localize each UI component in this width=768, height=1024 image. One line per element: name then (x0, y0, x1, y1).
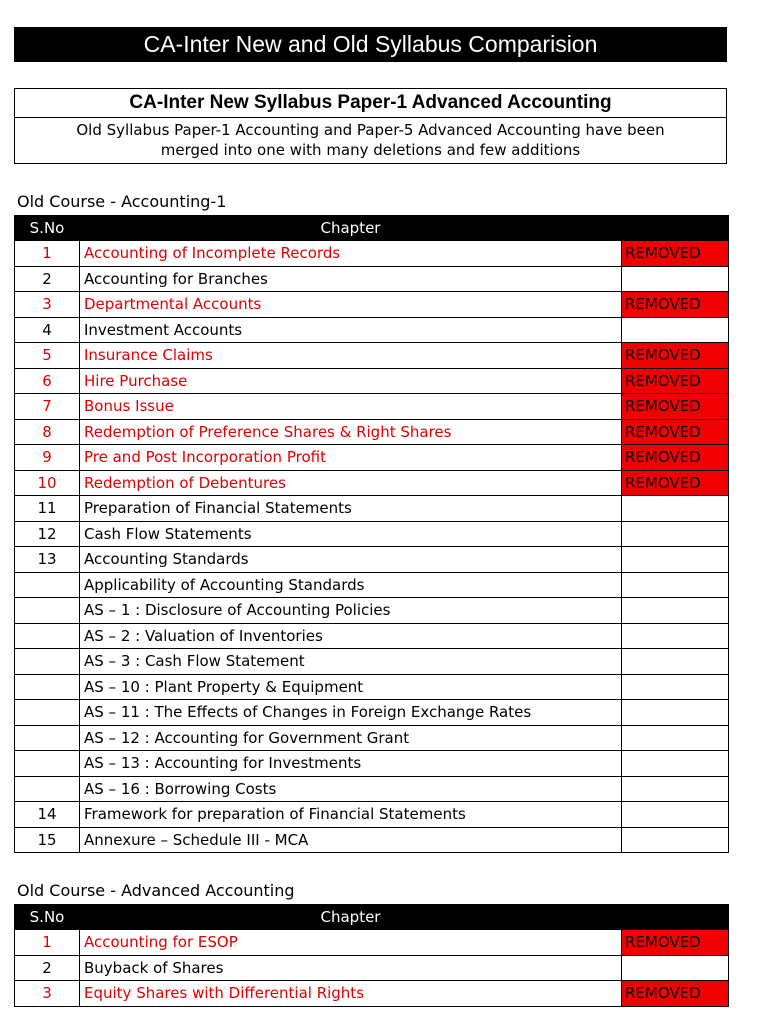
row-status (622, 496, 729, 522)
table-row (15, 827, 729, 853)
row-sno (15, 572, 80, 598)
row-chapter: Accounting of Incomplete Records (80, 241, 622, 267)
table-row (15, 317, 729, 343)
page-title: CA-Inter New and Old Syllabus Comparision (14, 27, 727, 62)
row-sno (15, 725, 80, 751)
table-row (15, 598, 729, 624)
row-chapter: AS – 12 : Accounting for Government Grant (80, 725, 622, 751)
row-sno: 1 (15, 930, 80, 956)
row-chapter: Bonus Issue (80, 394, 622, 420)
section-label-advanced-accounting: Old Course - Advanced Accounting (17, 881, 295, 900)
row-status (622, 547, 729, 573)
column-header-status (622, 905, 729, 930)
row-sno: 4 (15, 317, 80, 343)
row-sno: 14 (15, 802, 80, 828)
merge-description (15, 118, 726, 160)
row-sno: 11 (15, 496, 80, 522)
row-chapter: Accounting for Branches (80, 266, 622, 292)
row-status: REMOVED (622, 445, 729, 471)
row-chapter: AS – 3 : Cash Flow Statement (80, 649, 622, 675)
column-header-chapter: Chapter (80, 216, 622, 241)
row-chapter: Annexure – Schedule III - MCA (80, 827, 622, 853)
row-sno (15, 674, 80, 700)
table-row (15, 623, 729, 649)
row-sno: 5 (15, 343, 80, 369)
row-chapter: AS – 10 : Plant Property & Equipment (80, 674, 622, 700)
row-chapter: Pre and Post Incorporation Profit (80, 445, 622, 471)
paper-heading: CA-Inter New Syllabus Paper-1 Advanced Accounting (15, 89, 726, 118)
table-row (15, 292, 729, 318)
table-row (15, 981, 729, 1007)
row-status: REMOVED (622, 241, 729, 267)
table-header-row (15, 216, 729, 241)
row-chapter: Departmental Accounts (80, 292, 622, 318)
row-status: REMOVED (622, 292, 729, 318)
chapters-table-accounting-1 (14, 215, 729, 853)
row-sno: 6 (15, 368, 80, 394)
row-status (622, 623, 729, 649)
row-chapter: Buyback of Shares (80, 955, 622, 981)
row-status (622, 674, 729, 700)
table-row (15, 419, 729, 445)
table-row (15, 266, 729, 292)
row-chapter: Accounting for ESOP (80, 930, 622, 956)
row-chapter: AS – 16 : Borrowing Costs (80, 776, 622, 802)
table-row (15, 725, 729, 751)
row-chapter: Preparation of Financial Statements (80, 496, 622, 522)
table-row (15, 674, 729, 700)
table-row (15, 930, 729, 956)
table-row (15, 343, 729, 369)
chapters-table-advanced-accounting (14, 904, 729, 1007)
row-status (622, 598, 729, 624)
row-status (622, 776, 729, 802)
row-sno: 2 (15, 266, 80, 292)
row-sno (15, 700, 80, 726)
table-row (15, 368, 729, 394)
table-row (15, 649, 729, 675)
column-header-status (622, 216, 729, 241)
row-status: REMOVED (622, 368, 729, 394)
table-row (15, 470, 729, 496)
row-chapter: Investment Accounts (80, 317, 622, 343)
section-label-accounting-1: Old Course - Accounting-1 (17, 192, 227, 211)
description-line-1: Old Syllabus Paper-1 Accounting and Paper-5 Advanced Accounting have been (76, 121, 665, 139)
table-row (15, 802, 729, 828)
row-sno: 15 (15, 827, 80, 853)
row-status (622, 827, 729, 853)
table-row (15, 955, 729, 981)
row-sno: 9 (15, 445, 80, 471)
row-chapter: AS – 13 : Accounting for Investments (80, 751, 622, 777)
row-status (622, 649, 729, 675)
column-header-sno: S.No (15, 216, 80, 241)
table-row (15, 241, 729, 267)
row-chapter: AS – 11 : The Effects of Changes in Foreign Exchange Rates (80, 700, 622, 726)
row-sno: 13 (15, 547, 80, 573)
table-row (15, 751, 729, 777)
row-sno: 8 (15, 419, 80, 445)
table-header-row (15, 905, 729, 930)
row-status: REMOVED (622, 981, 729, 1007)
row-sno: 2 (15, 955, 80, 981)
column-header-sno: S.No (15, 905, 80, 930)
row-chapter: Accounting Standards (80, 547, 622, 573)
table-row (15, 547, 729, 573)
table-row (15, 700, 729, 726)
row-sno (15, 623, 80, 649)
row-sno (15, 598, 80, 624)
row-sno: 7 (15, 394, 80, 420)
row-status (622, 700, 729, 726)
row-status: REMOVED (622, 343, 729, 369)
row-sno: 12 (15, 521, 80, 547)
table-row (15, 445, 729, 471)
row-status: REMOVED (622, 394, 729, 420)
row-chapter: Equity Shares with Differential Rights (80, 981, 622, 1007)
row-sno: 3 (15, 981, 80, 1007)
row-chapter: AS – 1 : Disclosure of Accounting Policies (80, 598, 622, 624)
table-row (15, 521, 729, 547)
description-line-2: merged into one with many deletions and few additions (160, 141, 581, 159)
table-row (15, 572, 729, 598)
row-status: REMOVED (622, 419, 729, 445)
row-chapter: Insurance Claims (80, 343, 622, 369)
row-status (622, 955, 729, 981)
row-chapter: Framework for preparation of Financial Statements (80, 802, 622, 828)
row-status (622, 266, 729, 292)
row-sno (15, 649, 80, 675)
row-sno (15, 776, 80, 802)
row-status: REMOVED (622, 470, 729, 496)
row-status (622, 802, 729, 828)
row-chapter: Redemption of Preference Shares & Right Shares (80, 419, 622, 445)
row-sno (15, 751, 80, 777)
row-chapter: Cash Flow Statements (80, 521, 622, 547)
paper-summary-box (14, 88, 727, 164)
row-sno: 10 (15, 470, 80, 496)
table-row (15, 394, 729, 420)
row-status (622, 572, 729, 598)
table-row (15, 776, 729, 802)
row-sno: 1 (15, 241, 80, 267)
row-chapter: Redemption of Debentures (80, 470, 622, 496)
row-chapter: Hire Purchase (80, 368, 622, 394)
column-header-chapter: Chapter (80, 905, 622, 930)
row-status (622, 725, 729, 751)
row-status (622, 317, 729, 343)
row-chapter: AS – 2 : Valuation of Inventories (80, 623, 622, 649)
table-row (15, 496, 729, 522)
row-status (622, 751, 729, 777)
row-status (622, 521, 729, 547)
row-chapter: Applicability of Accounting Standards (80, 572, 622, 598)
row-sno: 3 (15, 292, 80, 318)
row-status: REMOVED (622, 930, 729, 956)
